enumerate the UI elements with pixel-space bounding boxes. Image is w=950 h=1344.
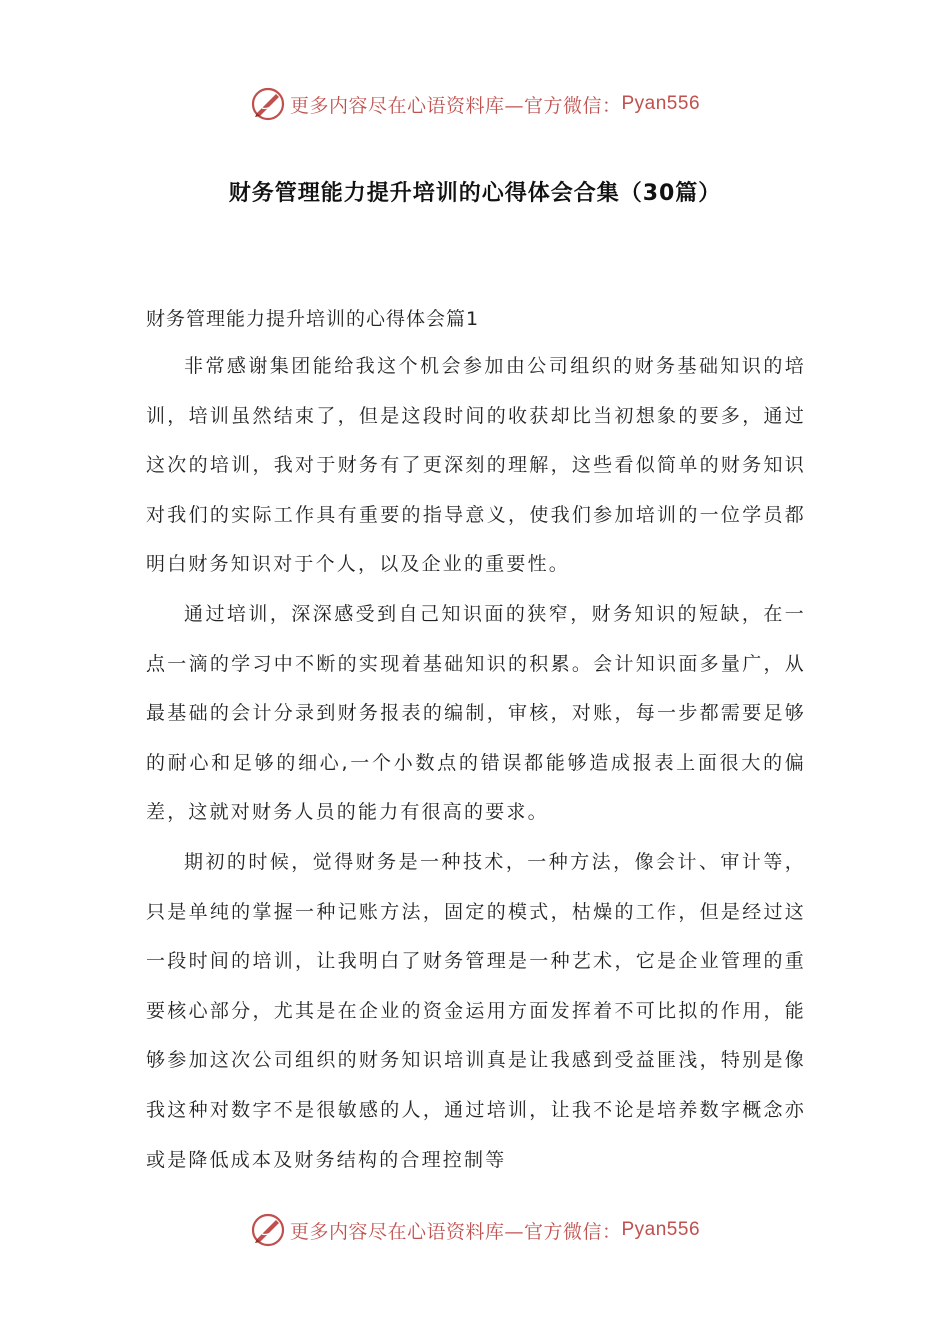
banner-text: 更多内容尽在心语资料库—官方微信： <box>289 1220 622 1243</box>
paragraph-2: 通过培训，深深感受到自己知识面的狭窄，财务知识的短缺，在一点一滴的学习中不断的实现着基础知识的积累。会计知识面多量广，从最基础的会计分录到财务报表的编制，审核，对账，每一步都需要足够的耐心和足够的细心,一个小数点的错误都能够造成报表上面很大的偏差，这就对财务人员的能力有很高的要求。 <box>146 602 806 824</box>
paragraph-3: 期初的时候，觉得财务是一种技术，一种方法，像会计、审计等，只是单纯的掌握一种记账方法，固定的模式，枯燥的工作，但是经过这一段时间的培训，让我明白了财务管理是一种艺术，它是企业管理的重要核心部分，尤其是在企业的资金运用方面发挥着不可比拟的作用，能够参加这次公司组织的财务知识培训真是让我感到受益匪浅，特别是像我这种对数字不是很敏感的人，通过培训，让我不论是培养数字概念亦或是降低成本及财务结构的合理控制等 <box>146 850 806 1171</box>
pen-circle-logo-icon <box>250 1212 286 1248</box>
pen-circle-logo-icon <box>250 86 286 122</box>
document-body <box>146 342 806 1185</box>
banner-wechat-id: Pyan556 <box>621 93 701 114</box>
section-heading: 财务管理能力提升培训的心得体会篇1 <box>146 308 480 330</box>
document-title: 财务管理能力提升培训的心得体会合集（30篇） <box>228 181 722 206</box>
banner-wechat-id: Pyan556 <box>621 1219 701 1240</box>
paragraph-1: 非常感谢集团能给我这个机会参加由公司组织的财务基础知识的培训，培训虽然结束了，但是这段时间的收获却比当初想象的要多，通过这次的培训，我对于财务有了更深刻的理解，这些看似简单的财务知识对我们的实际工作具有重要的指导意义，使我们参加培训的一位学员都明白财务知识对于个人，以及企业的重要性。 <box>146 355 806 576</box>
header-banner <box>0 82 950 126</box>
footer-banner <box>0 1208 950 1252</box>
banner-text: 更多内容尽在心语资料库—官方微信： <box>289 94 622 117</box>
